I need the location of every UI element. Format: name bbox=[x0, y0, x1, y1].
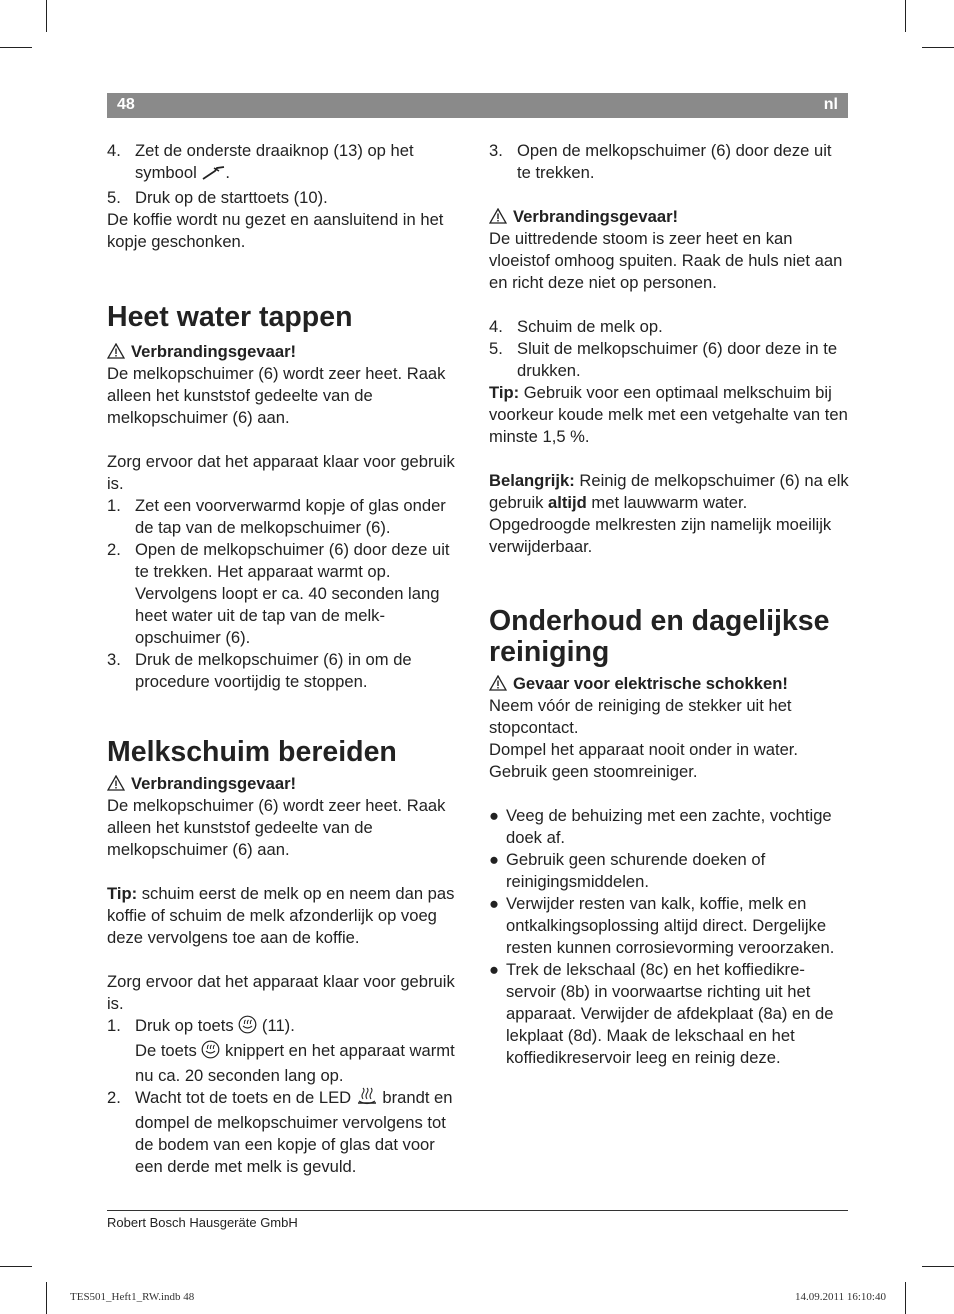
cleaning-bullets bbox=[489, 805, 849, 1069]
warning-heading: Verbrandingsgevaar! bbox=[489, 206, 849, 228]
page-header bbox=[107, 93, 848, 118]
paragraph: Zorg ervoor dat het apparaat klaar voor gebruik is. bbox=[107, 972, 455, 1013]
intro-steps bbox=[107, 140, 465, 209]
paragraph: Dompel het apparaat nooit onder in water. Gebruik geen stoomreiniger. bbox=[489, 740, 799, 781]
steam-led-icon bbox=[356, 1087, 378, 1112]
list-item: 4. Zet de onderste draaiknop (13) op het symbool . bbox=[107, 140, 465, 187]
hot-water-steps bbox=[107, 495, 465, 693]
paragraph: De melkopschuimer (6) wordt zeer heet. Raak alleen het kunststof gedeelte van de melkopschuimer (6) aan. bbox=[107, 796, 446, 859]
right-column bbox=[489, 140, 849, 1069]
list-item: 1. Zet een voorverwarmd kopje of glas onder de tap van de melkopschuimer (6). bbox=[107, 496, 446, 537]
tip-paragraph: Tip: Gebruik voor een optimaal melkschuim bij voorkeur koude melk met een vetgehalte van ten minste 1,5 %. bbox=[489, 383, 848, 446]
crop-mark bbox=[0, 47, 32, 48]
footer-divider bbox=[107, 1210, 848, 1211]
section-title-hot-water: Heet water tappen bbox=[107, 301, 353, 333]
left-column bbox=[107, 140, 465, 1178]
page-number: 48 bbox=[117, 96, 135, 113]
warning-heading: Verbrandingsgevaar! bbox=[107, 341, 465, 363]
warning-triangle-icon bbox=[107, 343, 125, 359]
warning-triangle-icon bbox=[489, 208, 507, 224]
section-title-maintenance: Onderhoud en dagelijkse reiniging bbox=[489, 605, 830, 668]
warning-heading: Verbrandingsgevaar! bbox=[107, 773, 465, 795]
crop-mark bbox=[922, 47, 954, 48]
warning-triangle-icon bbox=[107, 775, 125, 791]
list-item: ● Verwijder resten van kalk, koffie, melk en ontkalkingsoplossing altijd direct. Dergelijke resten kunnen corrosievorming veroorzaken. bbox=[489, 894, 835, 957]
list-item: ● Veeg de behuizing met een zachte, vochtige doek af. bbox=[489, 806, 832, 847]
list-item: 2. Open de melkopschuimer (6) door deze uit te trekken. Het apparaat warmt op. Vervolgens loopt er ca. 40 seconden lang heet water uit de tap van de melkopschuimer (6). bbox=[107, 540, 450, 647]
print-slug-file: TES501_Heft1_RW.indb 48 bbox=[70, 1291, 195, 1303]
language-code: nl bbox=[823, 96, 838, 113]
crop-mark bbox=[46, 0, 47, 32]
list-item: 4. Schuim de melk op. bbox=[489, 317, 663, 336]
warning-triangle-icon bbox=[489, 675, 507, 691]
list-item: 2. Wacht tot de toets en de LED brandt en dompel de melkopschuimer vervolgens tot de bodem van een kopje of glas dat voor een derde met melk is gevuld. bbox=[107, 1088, 453, 1176]
crop-mark bbox=[0, 1266, 32, 1267]
list-item: 3. Open de melkopschuimer (6) door deze uit te trekken. bbox=[489, 141, 832, 182]
tip-paragraph: Tip: schuim eerst de melk op en neem dan pas koffie of schuim de melk afzonderlijk op voeg deze vervolgens toe aan de koffie. bbox=[107, 884, 455, 947]
list-item: 1. Druk op toets (11). De toets knippert en het apparaat warmt nu ca. 20 seconden lang op. bbox=[107, 1016, 455, 1085]
list-item: 5. Druk op de starttoets (10). bbox=[107, 188, 328, 207]
list-item: ● Trek de lekschaal (8c) en het koffiedikreservoir (8b) in voorwaartse richting uit het apparaat. Verwijder de afdekplaat (8a) en de lekplaat (8d). Maak de lekschaal en het koffiedikreservoir leeg en reinig deze. bbox=[489, 960, 834, 1067]
paragraph: De uittredende stoom is zeer heet en kan vloeistof omhoog spuiten. Raak de huls niet aan en richt deze niet op personen. bbox=[489, 229, 843, 292]
crop-mark bbox=[905, 0, 906, 32]
warning-heading: Gevaar voor elektrische schokken! bbox=[489, 673, 849, 695]
paragraph: Neem vóór de reiniging de stekker uit het stopcontact. bbox=[489, 696, 792, 737]
important-paragraph: Belangrijk: Reinig de melkopschuimer (6) na elk gebruik altijd met lauwwarm water. Opgedroogde melkresten zijn namelijk moeilijk verwijderbaar. bbox=[489, 471, 849, 556]
crop-mark bbox=[46, 1282, 47, 1314]
milk-foam-button-icon bbox=[238, 1015, 257, 1040]
paragraph: De koffie wordt nu gezet en aansluitend in het kopje geschonken. bbox=[107, 210, 444, 251]
crop-mark bbox=[905, 1282, 906, 1314]
milk-foam-button-icon bbox=[201, 1040, 220, 1065]
list-item: 5. Sluit de melkopschuimer (6) door deze in te drukken. bbox=[489, 339, 838, 380]
milk-foam-steps-end bbox=[489, 316, 849, 382]
list-item: ● Gebruik geen schurende doeken of reinigingsmiddelen. bbox=[489, 850, 766, 891]
paragraph: De melkopschuimer (6) wordt zeer heet. Raak alleen het kunststof gedeelte van de melkopschuimer (6) aan. bbox=[107, 364, 446, 427]
list-item: 3. Druk de melkopschuimer (6) in om de procedure voortijdig te stoppen. bbox=[107, 650, 412, 691]
section-title-milk-foam: Melkschuim bereiden bbox=[107, 736, 397, 768]
print-slug-date: 14.09.2011 16:10:40 bbox=[795, 1291, 886, 1303]
paragraph: Zorg ervoor dat het apparaat klaar voor gebruik is. bbox=[107, 452, 455, 493]
milk-foam-steps bbox=[107, 1015, 465, 1178]
milk-foam-steps-continued bbox=[489, 140, 849, 184]
crop-mark bbox=[922, 1266, 954, 1267]
steam-wand-icon bbox=[201, 165, 225, 187]
footer-company: Robert Bosch Hausgeräte GmbH bbox=[107, 1215, 298, 1230]
